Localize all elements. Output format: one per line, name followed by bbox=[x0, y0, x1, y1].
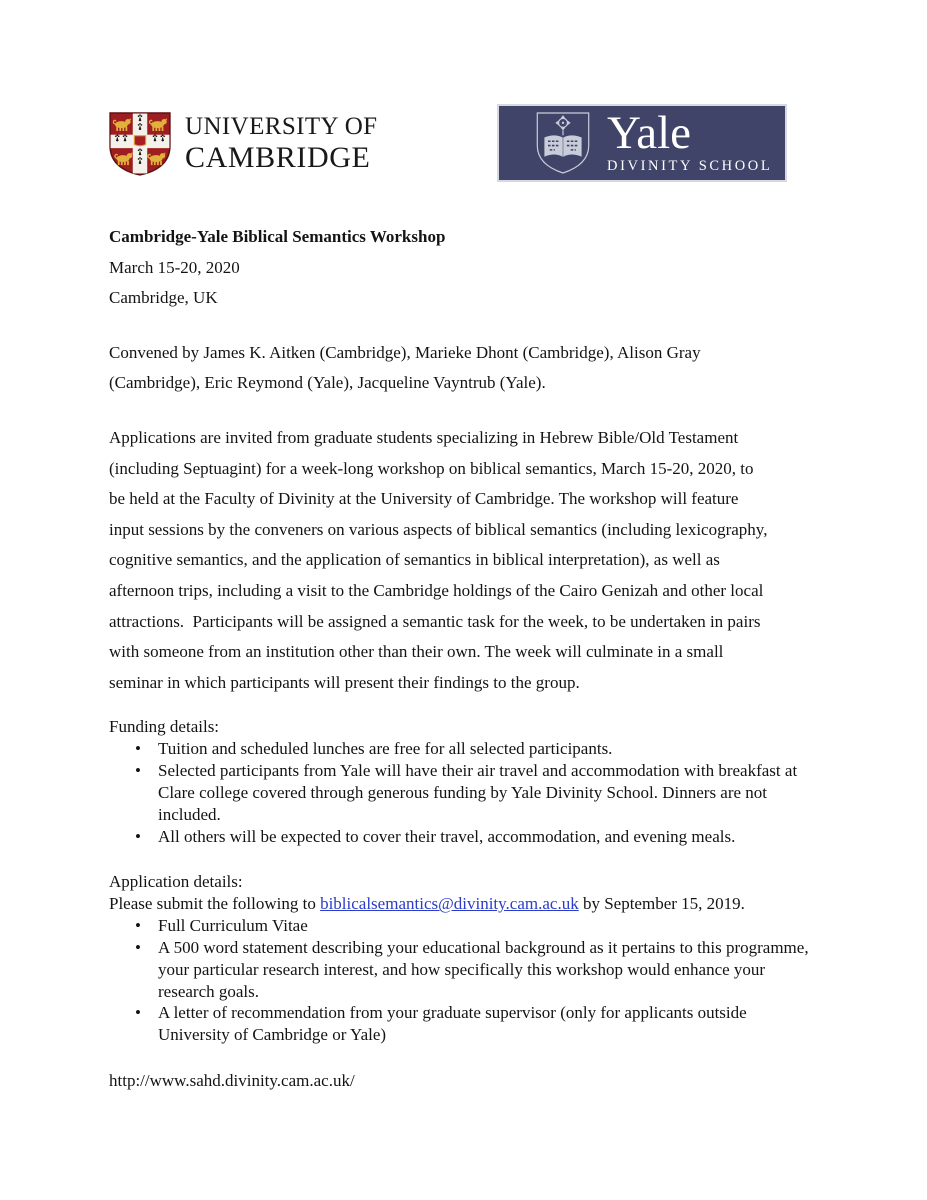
yale-wordmark bbox=[607, 107, 773, 175]
page-title: Cambridge-Yale Biblical Semantics Workshop bbox=[109, 227, 446, 246]
date-line: March 15-20, 2020 bbox=[109, 257, 240, 277]
submission-instructions bbox=[109, 893, 816, 915]
description-paragraph: Applications are invited from graduate students specializing in Hebrew Bible/Old Testament (including Septuagint) for a week-long workshop on biblical semantics, March 15-20, 2020, to be held at the Faculty of Divinity at the University of Cambridge. The workshop will feature input sessions by the conveners on various aspects of biblical semantics (including lexicography, cognitive semantics, and the application of semantics in biblical interpretation), as well as afternoon trips, including a visit to the Cambridge holdings of the Cairo Genizah and other local attractions. Participants will be assigned a semantic task for the week, to be undertaken in pairs with someone from an institution other than their own. The week will culminate in a small seminar in which participants will present their findings to the group. bbox=[109, 427, 768, 692]
workshop-url: http://www.sahd.divinity.cam.ac.uk/ bbox=[109, 1071, 355, 1091]
funding-bullet-text: Tuition and scheduled lunches are free for all selected participants. bbox=[158, 739, 613, 759]
funding-bullet-item bbox=[109, 738, 816, 760]
bullet-icon: • bbox=[135, 739, 141, 759]
title-block bbox=[109, 222, 816, 314]
application-bullet-text: A 500 word statement describing your educational background as it pertains to this programme, your particular research interest, and how specifically this workshop would enhance your research goals. bbox=[158, 938, 809, 1001]
bullet-icon: • bbox=[135, 826, 141, 846]
application-bullet-text: Full Curriculum Vitae bbox=[158, 916, 308, 936]
bullet-icon: • bbox=[135, 938, 141, 958]
application-bullet-item bbox=[109, 1002, 816, 1046]
yale-wordmark-text: Yale bbox=[607, 107, 692, 159]
yale-subtitle: DIVINITY SCHOOL bbox=[607, 158, 773, 174]
logo-header bbox=[109, 104, 816, 182]
funding-bullet-item bbox=[109, 760, 816, 825]
bullet-icon: • bbox=[135, 1003, 141, 1023]
funding-bullet-text: All others will be expected to cover their travel, accommodation, and evening meals. bbox=[158, 826, 736, 846]
funding-bullet-item bbox=[109, 826, 816, 848]
yale-divinity-logo bbox=[497, 104, 787, 182]
application-bullet-text: A letter of recommendation from your graduate supervisor (only for applicants outside University of Cambridge or Yale) bbox=[158, 1003, 747, 1045]
bullet-icon: • bbox=[135, 761, 141, 781]
funding-heading: Funding details: bbox=[109, 717, 220, 737]
application-heading: Application details: bbox=[109, 872, 243, 892]
application-bullet-item bbox=[109, 915, 816, 937]
location-line: Cambridge, UK bbox=[109, 288, 218, 308]
submit-prefix-text: Please submit the following to bbox=[109, 894, 321, 914]
email-link[interactable]: biblicalsemantics@divinity.cam.ac.uk bbox=[320, 894, 579, 914]
application-bullet-list bbox=[109, 915, 816, 1046]
funding-bullet-text: Selected participants from Yale will have their air travel and accommodation with breakfast at Clare college covered through generous funding by Yale Divinity School. Dinners are not included. bbox=[158, 761, 798, 824]
yale-shield-icon bbox=[533, 111, 593, 175]
cambridge-wordmark-line1: UNIVERSITY OF bbox=[185, 113, 378, 140]
submit-suffix-text: by September 15, 2019. bbox=[578, 894, 745, 914]
funding-bullet-list bbox=[109, 738, 816, 847]
cambridge-shield-icon bbox=[109, 112, 171, 176]
cambridge-wordmark bbox=[185, 112, 377, 174]
cambridge-logo bbox=[109, 112, 377, 176]
conveners-paragraph: Convened by James K. Aitken (Cambridge), Marieke Dhont (Cambridge), Alison Gray (Cambridge), Eric Reymond (Yale), Jacqueline Vayntrub (Yale). bbox=[109, 342, 701, 393]
bullet-icon: • bbox=[135, 916, 141, 936]
document-content bbox=[109, 0, 816, 1092]
application-bullet-item bbox=[109, 937, 816, 1002]
cambridge-wordmark-line2: CAMBRIDGE bbox=[185, 141, 371, 174]
